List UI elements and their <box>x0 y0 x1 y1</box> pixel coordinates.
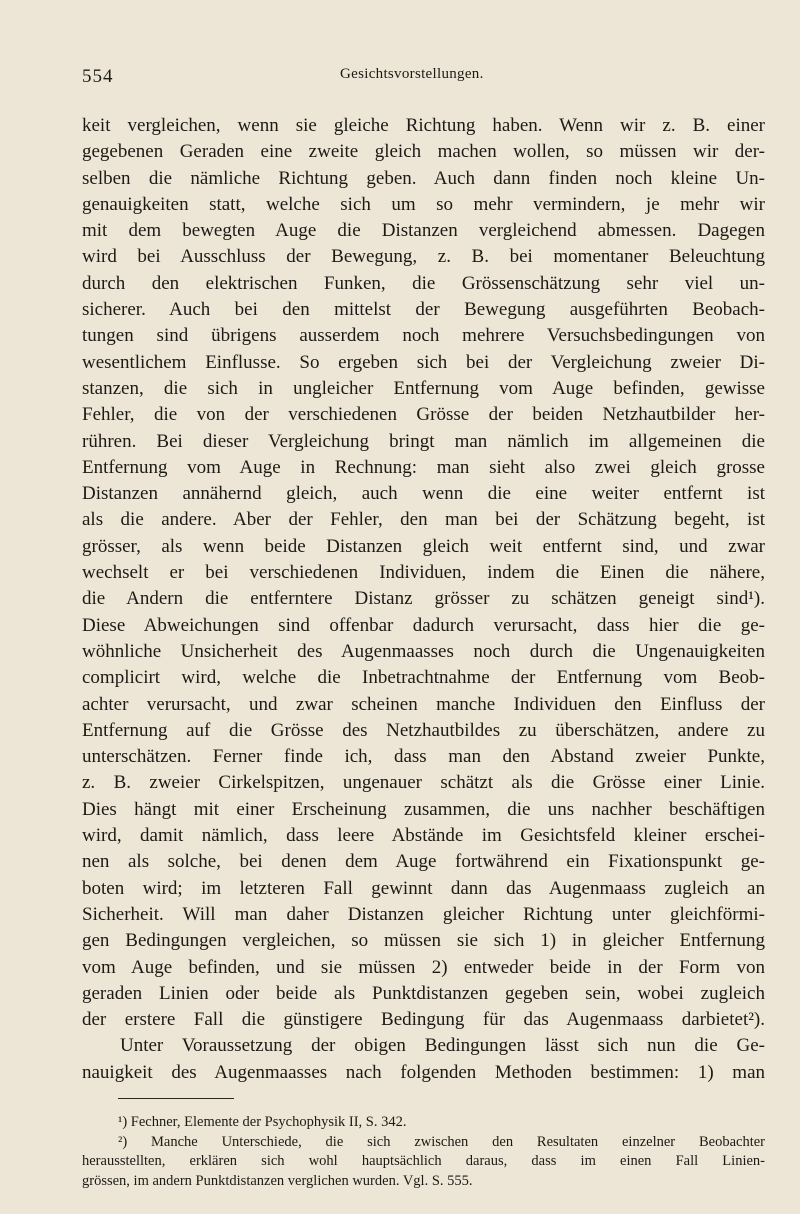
text-line: wesentlichem Einflusse. So ergeben sich bei der Vergleichung zweier Di- <box>82 351 765 373</box>
text-line: gegebenen Geraden eine zweite gleich machen wollen, so müssen wir der- <box>82 141 765 163</box>
footnote-line: grössen, im andern Punktdistanzen verglichen wurden. Vgl. S. 555. <box>82 1172 473 1189</box>
body-text <box>82 113 765 1086</box>
text-line: die Andern die entferntere Distanz grösser zu schätzen geneigt sind¹). <box>82 588 765 610</box>
text-line: Entfernung auf die Grösse des Netzhautbildes zu überschätzen, andere zu <box>82 719 765 741</box>
footnote-rule <box>118 1098 234 1099</box>
text-line: wird bei Ausschluss der Bewegung, z. B. bei momentaner Beleuchtung <box>82 246 765 268</box>
text-line: Diese Abweichungen sind offenbar dadurch verursacht, dass hier die ge- <box>82 614 765 636</box>
text-line: selben die nämliche Richtung geben. Auch dann finden noch kleine Un- <box>82 167 765 189</box>
text-line: genauigkeiten statt, welche sich um so mehr vermindern, je mehr wir <box>82 193 765 215</box>
text-line: Distanzen annähernd gleich, auch wenn die eine weiter entfernt ist <box>82 483 765 505</box>
footnote-line: ²) Manche Unterschiede, die sich zwischen den Resultaten einzelner Beobachter <box>118 1133 765 1150</box>
text-line: tungen sind übrigens ausserdem noch mehrere Versuchsbedingungen von <box>82 325 765 347</box>
text-line: Unter Voraussetzung der obigen Bedingungen lässt sich nun die Ge- <box>120 1035 765 1057</box>
text-line: z. B. zweier Cirkelspitzen, ungenauer schätzt als die Grösse einer Linie. <box>82 772 765 794</box>
text-line: unterschätzen. Ferner finde ich, dass man den Abstand zweier Punkte, <box>82 746 765 768</box>
text-line: mit dem bewegten Auge die Distanzen vergleichend abmessen. Dagegen <box>82 220 765 242</box>
text-line: sicherer. Auch bei den mittelst der Bewegung ausgeführten Beobach- <box>82 299 765 321</box>
text-line: Entfernung vom Auge in Rechnung: man sieht also zwei gleich grosse <box>82 456 765 478</box>
text-line: complicirt wird, welche die Inbetrachtnahme der Entfernung vom Beob- <box>82 667 765 689</box>
footnote-line: ¹) Fechner, Elemente der Psychophysik II, S. 342. <box>118 1114 407 1130</box>
text-line: Fehler, die von der verschiedenen Grösse der beiden Netzhautbilder her- <box>82 404 765 426</box>
footnote-line: herausstellten, erklären sich wohl hauptsächlich daraus, dass im einen Fall Linien- <box>82 1153 765 1169</box>
text-line: achter verursacht, und zwar scheinen manche Individuen den Einfluss der <box>82 693 765 715</box>
text-line: der erstere Fall die günstigere Bedingung für das Augenmaass darbietet²). <box>82 1009 765 1031</box>
text-line: Sicherheit. Will man daher Distanzen gleicher Richtung unter gleichförmi- <box>82 903 765 925</box>
text-line: nen als solche, bei denen dem Auge fortwährend ein Fixationspunkt ge- <box>82 851 765 873</box>
footnotes <box>82 1113 765 1191</box>
page-header <box>82 60 760 90</box>
page-number: 554 <box>82 66 114 87</box>
text-line: keit vergleichen, wenn sie gleiche Richtung haben. Wenn wir z. B. einer <box>82 115 765 136</box>
text-line: Dies hängt mit einer Erscheinung zusammen, die uns nachher beschäftigen <box>82 798 765 820</box>
text-line: geraden Linien oder beide als Punktdistanzen gegeben sein, wobei zugleich <box>82 982 765 1004</box>
text-line: vom Auge befinden, und sie müssen 2) entweder beide in der Form von <box>82 956 765 978</box>
text-line: wechselt er bei verschiedenen Individuen, indem die Einen die nähere, <box>82 562 765 584</box>
text-line: als die andere. Aber der Fehler, den man bei der Schätzung begeht, ist <box>82 509 765 531</box>
text-line: wird, damit nämlich, dass leere Abstände im Gesichtsfeld kleiner erschei- <box>82 825 765 847</box>
text-line: boten wird; im letzteren Fall gewinnt dann das Augenmaass zugleich an <box>82 877 765 899</box>
text-line: wöhnliche Unsicherheit des Augenmaasses noch durch die Ungenauigkeiten <box>82 640 765 662</box>
text-line: stanzen, die sich in ungleicher Entfernung vom Auge befinden, gewisse <box>82 377 765 399</box>
text-line: durch den elektrischen Funken, die Grössenschätzung sehr viel un- <box>82 272 765 294</box>
text-line: gen Bedingungen vergleichen, so müssen sie sich 1) in gleicher Entfernung <box>82 930 765 952</box>
text-line: grösser, als wenn beide Distanzen gleich weit entfernt sind, und zwar <box>82 535 765 557</box>
text-line: nauigkeit des Augenmaasses nach folgenden Methoden bestimmen: 1) man <box>82 1061 765 1083</box>
running-head: Gesichtsvorstellungen. <box>340 66 484 82</box>
text-line: rühren. Bei dieser Vergleichung bringt man nämlich im allgemeinen die <box>82 430 765 452</box>
